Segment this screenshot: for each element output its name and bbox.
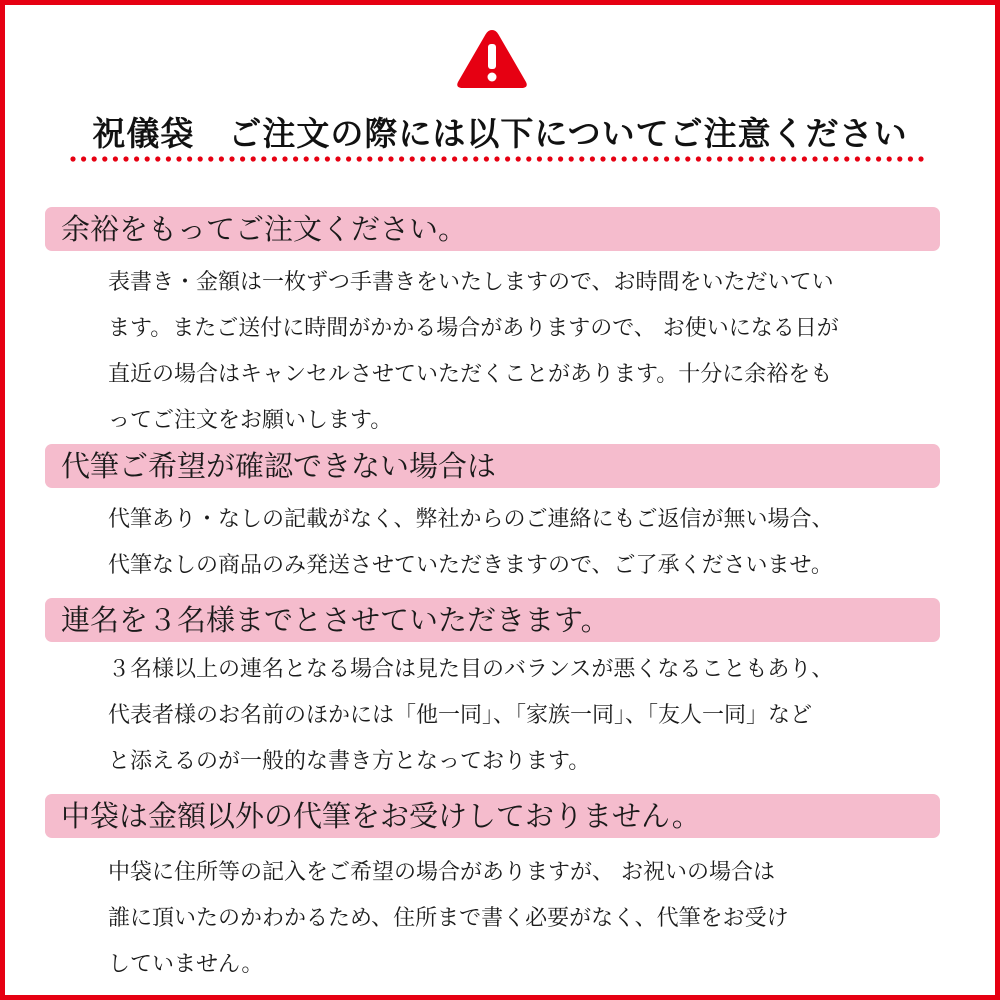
section-2-line-2: 代筆なしの商品のみ発送させていただきますので、ご了承くださいませ。 — [108, 553, 833, 578]
section-heading-4: 中袋は金額以外の代筆をお受けしておりません。 — [45, 794, 940, 838]
section-body-4 — [108, 850, 948, 988]
title-underline-dot — [187, 156, 192, 161]
title-underline-dot — [261, 156, 266, 161]
title-underline-dot — [473, 156, 478, 161]
title-underline-dot — [378, 156, 383, 161]
section-body-1 — [108, 260, 948, 444]
title-underline-dot — [738, 156, 743, 161]
title-underline-dot — [198, 156, 203, 161]
title-underline-dot — [600, 156, 605, 161]
title-underline-dot — [834, 156, 839, 161]
title-underline-dot — [452, 156, 457, 161]
title-underline-dot — [272, 156, 277, 161]
title-underline-dot — [812, 156, 817, 161]
title-underline-dot — [102, 156, 107, 161]
title-underline-dot — [505, 156, 510, 161]
title-underline-dot — [293, 156, 298, 161]
title-underline-dot — [335, 156, 340, 161]
title-dotted-underline — [70, 154, 932, 164]
title-underline-dot — [781, 156, 786, 161]
section-4-line-1: 中袋に住所等の記入をご希望の場合がありますが、 お祝いの場合は — [108, 860, 775, 885]
title-underline-dot — [219, 156, 224, 161]
title-underline-dot — [399, 156, 404, 161]
title-underline-dot — [516, 156, 521, 161]
title-underline-dot — [622, 156, 627, 161]
title-underline-dot — [388, 156, 393, 161]
title-underline-dot — [123, 156, 128, 161]
title-underline-dot — [547, 156, 552, 161]
title-underline-dot — [420, 156, 425, 161]
title-underline-dot — [441, 156, 446, 161]
title-underline-dot — [876, 156, 881, 161]
title-underline-dot — [908, 156, 913, 161]
title-underline-dot — [643, 156, 648, 161]
title-underline-dot — [463, 156, 468, 161]
title-underline-dot — [865, 156, 870, 161]
title-underline-dot — [717, 156, 722, 161]
section-1-line-1: 表書き・金額は一枚ずつ手書きをいたしますので、お時間をいただいてい — [108, 270, 834, 295]
title-underline-dot — [367, 156, 372, 161]
title-underline-dot — [675, 156, 680, 161]
section-1-line-3: 直近の場合はキャンセルさせていただくことがあります。十分に余裕をも — [108, 362, 833, 387]
title-underline-dot — [685, 156, 690, 161]
title-underline-dot — [145, 156, 150, 161]
title-underline-dot — [494, 156, 499, 161]
title-underline-dot — [484, 156, 489, 161]
title-underline-dot — [357, 156, 362, 161]
title-underline-dot — [918, 156, 923, 161]
title-underline-dot — [897, 156, 902, 161]
title-underline-dot — [706, 156, 711, 161]
title-underline-dot — [92, 156, 97, 161]
section-heading-2: 代筆ご希望が確認できない場合は — [45, 444, 940, 488]
title-underline-dot — [314, 156, 319, 161]
title-underline-dot — [166, 156, 171, 161]
warning-icon — [453, 26, 531, 92]
title-underline-dot — [537, 156, 542, 161]
title-underline-dot — [579, 156, 584, 161]
page-title: 祝儀袋 ご注文の際には以下についてご注意ください — [92, 114, 908, 153]
title-underline-dot — [802, 156, 807, 161]
section-1-line-4: ってご注文をお願いします。 — [108, 408, 393, 433]
title-underline-dot — [526, 156, 531, 161]
section-heading-1: 余裕をもってご注文ください。 — [45, 207, 940, 251]
title-underline-dot — [632, 156, 637, 161]
title-underline-dot — [176, 156, 181, 161]
title-underline-dot — [155, 156, 160, 161]
title-underline-dot — [229, 156, 234, 161]
title-underline-dot — [134, 156, 139, 161]
title-underline-dot — [304, 156, 309, 161]
title-underline-dot — [653, 156, 658, 161]
section-3-line-1: ３名様以上の連名となる場合は見た目のバランスが悪くなることもあり、 — [108, 657, 834, 682]
title-underline-dot — [113, 156, 118, 161]
title-underline-dot — [749, 156, 754, 161]
section-body-3 — [108, 647, 948, 785]
title-underline-dot — [664, 156, 669, 161]
title-underline-dot — [325, 156, 330, 161]
title-underline-dot — [70, 156, 75, 161]
section-1-line-2: ます。またご送付に時間がかかる場合がありますので、 お使いになる日が — [108, 316, 839, 341]
section-2-line-1: 代筆あり・なしの記載がなく、弊社からのご連絡にもご返信が無い場合、 — [108, 507, 834, 532]
title-underline-dot — [844, 156, 849, 161]
title-underline-dot — [855, 156, 860, 161]
section-body-2 — [108, 497, 948, 589]
title-underline-dot — [251, 156, 256, 161]
title-underline-dot — [346, 156, 351, 161]
title-underline-dot — [887, 156, 892, 161]
title-underline-dot — [431, 156, 436, 161]
section-4-line-3: していません。 — [108, 952, 264, 977]
title-underline-dot — [81, 156, 86, 161]
title-underline-dot — [590, 156, 595, 161]
title-underline-dot — [728, 156, 733, 161]
title-underline-dot — [558, 156, 563, 161]
section-3-line-2: 代表者様のお名前のほかには「他一同」、「家族一同」、「友人一同」など — [108, 703, 813, 728]
title-underline-dot — [823, 156, 828, 161]
title-underline-dot — [696, 156, 701, 161]
title-underline-dot — [569, 156, 574, 161]
title-underline-dot — [611, 156, 616, 161]
title-underline-dot — [759, 156, 764, 161]
title-underline-dot — [410, 156, 415, 161]
title-underline-dot — [282, 156, 287, 161]
title-underline-dot — [240, 156, 245, 161]
section-4-line-2: 誰に頂いたのかわかるため、住所まで書く必要がなく、代筆をお受け — [108, 906, 789, 931]
title-underline-dot — [791, 156, 796, 161]
section-3-line-3: と添えるのが一般的な書き方となっております。 — [108, 749, 591, 774]
title-underline-dot — [770, 156, 775, 161]
title-underline-dot — [208, 156, 213, 161]
section-heading-3: 連名を３名様までとさせていただきます。 — [45, 598, 940, 642]
